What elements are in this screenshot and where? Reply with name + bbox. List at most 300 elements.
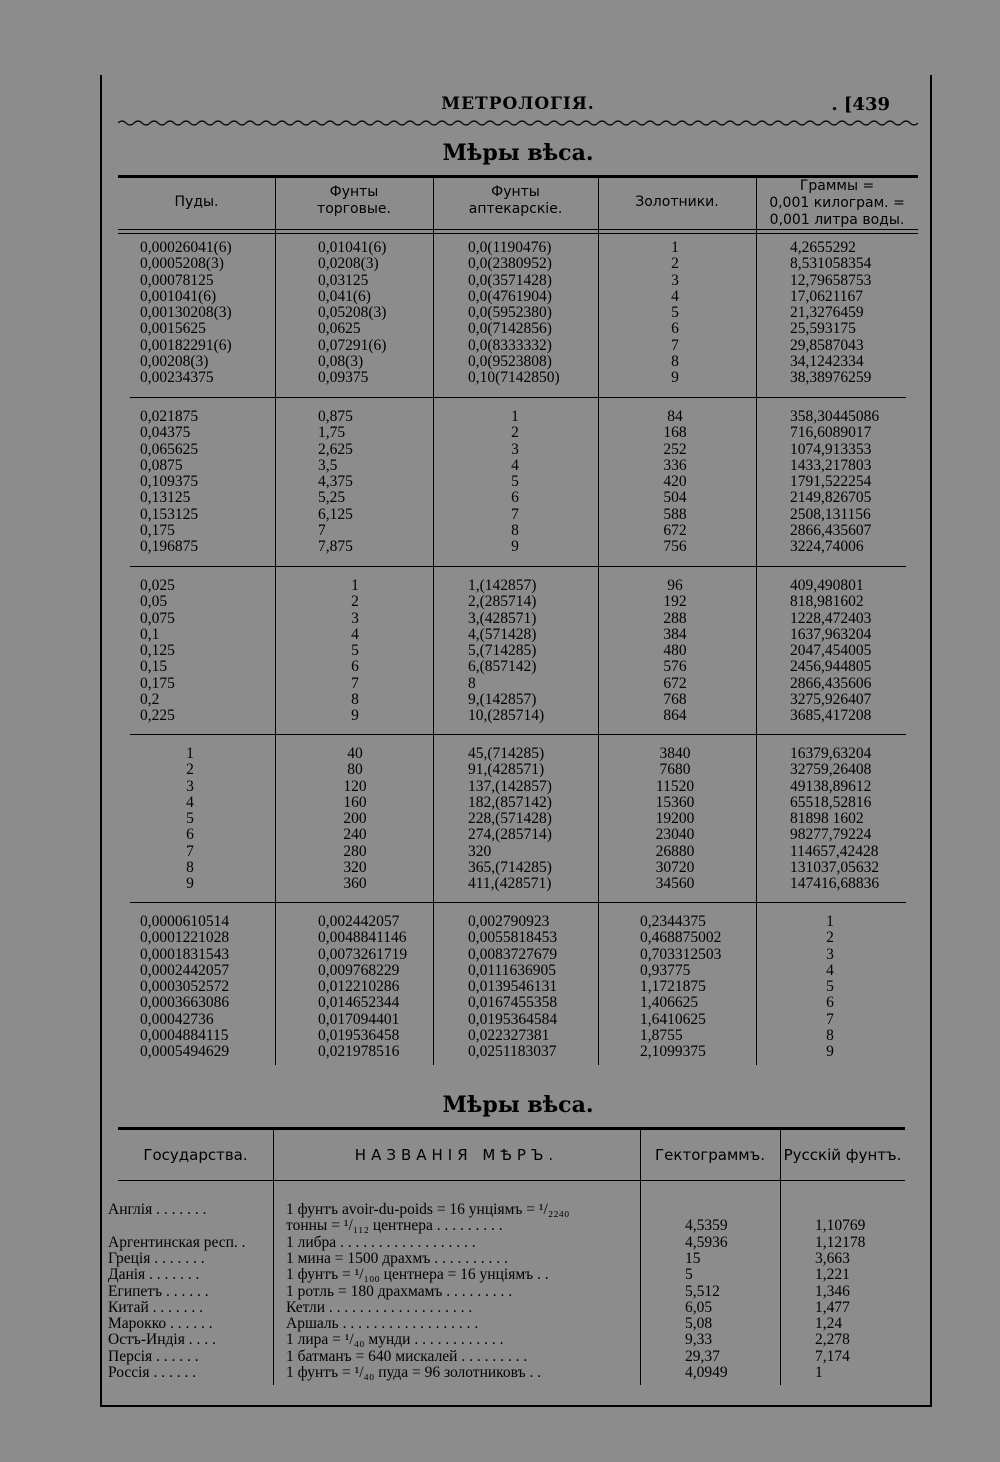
table1-cell: 120 — [343, 777, 367, 795]
table1-block-column — [468, 746, 588, 893]
table1-cell: 0,0004884115 — [140, 1027, 229, 1045]
table1-cell: 2866,435606 — [790, 674, 872, 692]
table1-cell: 3 — [186, 777, 194, 795]
table1-cell: 3 — [671, 271, 679, 289]
table2-russian-pounds: 7,174 — [815, 1347, 850, 1365]
table1-cell: 0,0001221028 — [140, 929, 230, 947]
table2-column-header: Государства. — [143, 1146, 248, 1164]
table1-cell: 3224,74006 — [790, 538, 864, 556]
table1-title: Мѣры вѣса. — [442, 140, 594, 166]
table1-cell: 3 — [826, 945, 834, 963]
table1-cell: 0,07291(6) — [318, 336, 387, 354]
table1-block-column — [140, 578, 270, 725]
table1-cell: 0,175 — [140, 522, 175, 540]
table1-cell: 0,001041(6) — [140, 287, 217, 305]
table2-russian-pounds: 1,24 — [815, 1315, 843, 1333]
table1-block-column — [470, 409, 560, 556]
table1-cell: 7 — [671, 336, 679, 354]
table1-cell: 4 — [351, 625, 359, 643]
table1-cell: 3 — [511, 440, 519, 458]
table1-cell: 756 — [663, 538, 687, 556]
table2-column-header: Гектограммъ. — [655, 1146, 765, 1164]
table2-russian-pounds: 1,477 — [815, 1298, 850, 1316]
table1-cell: 168 — [663, 424, 687, 442]
table1-cell: 8 — [351, 691, 359, 709]
table1-cell: 19200 — [655, 810, 695, 828]
table1-cell: 0,00078125 — [140, 271, 214, 289]
table1-cell: 160 — [343, 793, 367, 811]
table1-cell: 7 — [826, 1010, 834, 1028]
table1-cell: 29,8587043 — [790, 336, 864, 354]
table1-cell: 16379,63204 — [790, 745, 872, 762]
table2-hectograms: 5 — [685, 1266, 693, 1284]
table1-cell: 358,30445086 — [790, 408, 880, 425]
table1-cell: 0,09375 — [318, 369, 369, 387]
table1-cell: 2456,944805 — [790, 658, 872, 676]
table2-header-rule — [118, 1180, 905, 1181]
table1-cell: 280 — [343, 842, 367, 860]
table1-cell: 8 — [186, 859, 194, 877]
table1-block-column — [310, 746, 400, 893]
table2-measure-name: 1 ротль = 180 драхмамъ . . . . . . . . . — [286, 1282, 513, 1300]
table1-column-header: Золотники. — [635, 194, 719, 210]
table1-cell: 0,08(3) — [318, 353, 364, 371]
table1-cell: 8,531058354 — [790, 255, 872, 273]
table2-state: Марокко . . . . . . — [108, 1315, 213, 1333]
table1-cell: 0,021875 — [140, 408, 199, 425]
table1-cell: 5,(714285) — [468, 642, 537, 660]
table1-cell: 4 — [671, 287, 679, 305]
table1-cell: 2,1099375 — [640, 1043, 706, 1061]
table1-cell: 672 — [663, 522, 687, 540]
table1-cell: 3,(428571) — [468, 609, 537, 627]
table1-cell: 84 — [667, 408, 683, 425]
table1-cell: 1 — [351, 577, 359, 594]
running-title: МЕТРОЛОГІЯ. — [441, 94, 595, 114]
table1-cell: 288 — [663, 609, 687, 627]
table1-cell: 7680 — [659, 761, 691, 779]
table2-measure-name: 1 фунтъ = ¹/₄₀ пуда = 96 золотниковъ . . — [286, 1364, 542, 1381]
table1-cell: 0,13125 — [140, 489, 191, 507]
table1-cell: 80 — [347, 761, 363, 779]
table1-cell: 0,0003052572 — [140, 978, 230, 996]
table2-column-header: НАЗВАНІЯ МѢРЪ. — [354, 1146, 559, 1164]
table1-cell: 4,375 — [318, 473, 353, 491]
table1-block-column — [468, 240, 588, 387]
table1-cell: 0,0(1190476) — [468, 239, 552, 256]
table1-cell: 2 — [826, 929, 834, 947]
table2-column-header: Русскій фунтъ. — [783, 1146, 902, 1164]
table1-cell: 6 — [351, 658, 359, 676]
table1-cell: 137,(142857) — [468, 777, 552, 795]
table2-state: Персія . . . . . . — [108, 1347, 199, 1365]
table1-block-column — [310, 578, 400, 725]
table2-measure-name: Аршаль . . . . . . . . . . . . . . . . . . — [286, 1315, 479, 1333]
table1-cell: 200 — [343, 810, 367, 828]
table1-cell: 26880 — [655, 842, 695, 860]
table2-hectograms: 29,37 — [685, 1347, 720, 1365]
page-number: . [439 — [831, 94, 890, 115]
table1-cell: 8 — [468, 674, 476, 692]
table2-measure-name: 1 либра . . . . . . . . . . . . . . . . . . — [286, 1233, 476, 1251]
table1-cell: 0,00130208(3) — [140, 304, 232, 322]
table1-cell: 0,04375 — [140, 424, 191, 442]
table1-cell: 0,0(2380952) — [468, 255, 552, 273]
table1-cell: 0,0625 — [318, 320, 361, 338]
table1-cell: 0,065625 — [140, 440, 199, 458]
table1-cell: 576 — [663, 658, 687, 676]
table1-cell: 0,0002442057 — [140, 961, 230, 979]
table1-cell: 8 — [511, 522, 519, 540]
table2-title: Мѣры вѣса. — [442, 1092, 594, 1118]
table1-cell: 3840 — [659, 745, 691, 762]
table2-measure-name: 1 фунтъ = ¹/₁₀₀ центнера = 16 унціямъ . . — [286, 1266, 549, 1284]
table1-cell: 1,6410625 — [640, 1010, 706, 1028]
table1-cell: 7 — [186, 842, 194, 860]
table2-russian-pounds: 1,346 — [815, 1282, 850, 1300]
table1-cell: 0,017094401 — [318, 1010, 400, 1028]
table1-cell: 320 — [468, 842, 492, 860]
table2-russian-pounds: 1 — [815, 1364, 823, 1381]
table2-measure-name: тонны = ¹/₁₁₂ центнера . . . . . . . . . — [286, 1217, 503, 1235]
table1-cell: 0,0(8333332) — [468, 336, 552, 354]
table1-cell: 2 — [511, 424, 519, 442]
table1-cell: 7 — [511, 505, 519, 523]
table1-column-header: Фунты аптекарскіе. — [468, 184, 563, 217]
table1-cell: 3 — [351, 609, 359, 627]
table2-russian-pounds: 1,12178 — [815, 1233, 866, 1251]
table1-cell: 0,1 — [140, 625, 160, 643]
table1-cell: 0,012210286 — [318, 978, 400, 996]
table1-cell: 9 — [671, 369, 679, 387]
table1-cell: 30720 — [655, 859, 695, 877]
table2-measure-name: 1 лира = ¹/₄₀ мунди . . . . . . . . . . . . — [286, 1331, 504, 1349]
table1-cell: 0,0005208(3) — [140, 255, 224, 273]
table1-cell: 8 — [671, 353, 679, 371]
table2-measure-name: 1 фунтъ avoir-du-poids = 16 унціямъ = ¹/₂₂₄₀ — [286, 1201, 570, 1218]
table1-cell: 5 — [351, 642, 359, 660]
table1-column-header: Граммы = 0,001 килограм. = 0,001 литра воды. — [769, 178, 905, 228]
table1-cell: 6,125 — [318, 505, 353, 523]
table1-cell: 9 — [826, 1043, 834, 1061]
table1-cell: 9 — [351, 707, 359, 725]
table1-cell: 672 — [663, 674, 687, 692]
table1-cell: 17,0621167 — [790, 287, 864, 305]
table1-block-column — [140, 409, 270, 556]
table1-cell: 192 — [663, 593, 687, 611]
table1-cell: 2149,826705 — [790, 489, 872, 507]
table1-cell: 0,0000610514 — [140, 913, 230, 930]
table1-cell: 5 — [511, 473, 519, 491]
table1-cell: 0,0(7142856) — [468, 320, 552, 338]
table1-cell: 0,0139546131 — [468, 978, 558, 996]
table1-block-column — [150, 746, 230, 893]
table1-block-column — [318, 240, 428, 387]
table2-state: Египетъ . . . . . . — [108, 1282, 209, 1300]
table1-cell: 360 — [343, 875, 367, 893]
table1-cell: 40 — [347, 745, 363, 762]
table1-cell: 0,175 — [140, 674, 175, 692]
table2-hectograms: 5,08 — [685, 1315, 713, 1333]
table2-state: Китай . . . . . . . — [108, 1298, 204, 1316]
table1-cell: 0,014652344 — [318, 994, 400, 1012]
table1-cell: 0,009768229 — [318, 961, 400, 979]
table1-cell: 0,041(6) — [318, 287, 371, 305]
table1-cell: 1791,522254 — [790, 473, 872, 491]
table1-cell: 23040 — [655, 826, 695, 844]
table1-cell: 420 — [663, 473, 687, 491]
table1-cell: 716,6089017 — [790, 424, 872, 442]
table1-cell: 32759,26408 — [790, 761, 872, 779]
table1-cell: 147416,68836 — [790, 875, 880, 893]
table1-cell: 0,00042736 — [140, 1010, 214, 1028]
table1-cell: 65518,52816 — [790, 793, 872, 811]
table2-state: Англія . . . . . . . — [108, 1201, 207, 1218]
table1-block-column — [790, 409, 915, 556]
table1-column-divider — [275, 178, 276, 1065]
table1-block-separator — [130, 734, 906, 735]
table1-cell: 480 — [663, 642, 687, 660]
table1-cell: 4 — [826, 961, 834, 979]
table2-hectograms: 4,0949 — [685, 1364, 728, 1381]
table1-cell: 9 — [511, 538, 519, 556]
table1-column-divider — [756, 178, 757, 1065]
table1-cell: 182,(857142) — [468, 793, 552, 811]
table1-cell: 9,(142857) — [468, 691, 537, 709]
table1-block-column — [775, 914, 885, 1061]
table1-cell: 4,2655292 — [790, 239, 856, 256]
table1-block-column — [790, 746, 915, 893]
wavy-rule — [118, 118, 918, 128]
table1-cell: 0,0(5952380) — [468, 304, 552, 322]
table1-cell: 91,(428571) — [468, 761, 545, 779]
table1-cell: 1 — [186, 745, 194, 762]
table2-top-rule — [118, 1127, 905, 1130]
table1-cell: 0,0083727679 — [468, 945, 558, 963]
table1-cell: 131037,05632 — [790, 859, 880, 877]
table1-cell: 336 — [663, 456, 687, 474]
table1-cell: 2866,435607 — [790, 522, 872, 540]
table1-cell: 0,00234375 — [140, 369, 214, 387]
table1-cell: 34,1242334 — [790, 353, 864, 371]
table1-cell: 1 — [671, 239, 679, 256]
table1-cell: 0,00182291(6) — [140, 336, 232, 354]
table1-cell: 0,125 — [140, 642, 175, 660]
table1-cell: 1228,472403 — [790, 609, 872, 627]
table1-cell: 5 — [671, 304, 679, 322]
table2-russian-pounds: 1,10769 — [815, 1217, 866, 1235]
table1-cell: 6,(857142) — [468, 658, 537, 676]
table1-cell: 2 — [351, 593, 359, 611]
table1-cell: 8 — [826, 1027, 834, 1045]
table1-cell: 21,3276459 — [790, 304, 864, 322]
table1-cell: 2047,454005 — [790, 642, 872, 660]
table1-cell: 0,05 — [140, 593, 168, 611]
table2-russian-pounds: 2,278 — [815, 1331, 850, 1349]
table1-cell: 0,196875 — [140, 538, 199, 556]
table1-block-column — [630, 240, 720, 387]
table1-cell: 5 — [826, 978, 834, 996]
table1-cell: 0,0055818453 — [468, 929, 558, 947]
table1-cell: 10,(285714) — [468, 707, 545, 725]
table2-state: Остъ-Индія . . . . — [108, 1331, 216, 1349]
table1-cell: 2 — [186, 761, 194, 779]
table1-cell: 0,0(9523808) — [468, 353, 552, 371]
table1-cell: 2508,131156 — [790, 505, 871, 523]
table1-cell: 114657,42428 — [790, 842, 879, 860]
table2-column-divider — [273, 1130, 274, 1385]
table1-cell: 0,703312503 — [640, 945, 722, 963]
table1-cell: 7 — [318, 522, 326, 540]
table1-block-column — [640, 914, 720, 1061]
table1-cell: 5 — [186, 810, 194, 828]
table1-cell: 98277,79224 — [790, 826, 872, 844]
table1-cell: 6 — [826, 994, 834, 1012]
table2-state: Данія . . . . . . . — [108, 1266, 200, 1284]
table1-cell: 1,406625 — [640, 994, 699, 1012]
table1-block-column — [468, 914, 588, 1061]
table1-cell: 365,(714285) — [468, 859, 552, 877]
table1-cell: 0,002790923 — [468, 913, 550, 930]
table1-cell: 1 — [826, 913, 834, 930]
table1-cell: 12,79658753 — [790, 271, 872, 289]
table1-cell: 252 — [663, 440, 687, 458]
table1-cell: 1433,217803 — [790, 456, 872, 474]
table1-cell: 1,75 — [318, 424, 346, 442]
table1-cell: 0,0167455358 — [468, 994, 558, 1012]
table1-cell: 228,(571428) — [468, 810, 552, 828]
table1-header-rule — [118, 229, 918, 230]
table1-block-separator — [130, 566, 906, 567]
table1-block-column — [468, 578, 588, 725]
table1-cell: 0,0208(3) — [318, 255, 379, 273]
table1-cell: 4 — [186, 793, 194, 811]
table1-block-column — [630, 578, 720, 725]
table1-cell: 0,10(7142850) — [468, 369, 560, 387]
table1-cell: 96 — [667, 577, 683, 594]
table1-cell: 0,93775 — [640, 961, 691, 979]
table1-cell: 45,(714285) — [468, 745, 545, 762]
table2-state: Аргентинская респ. . — [108, 1233, 246, 1251]
table1-block-column — [790, 240, 915, 387]
table2-hectograms: 5,512 — [685, 1282, 720, 1300]
table1-cell: 0,021978516 — [318, 1043, 400, 1061]
table1-cell: 7 — [351, 674, 359, 692]
table1-cell: 5,25 — [318, 489, 346, 507]
table1-cell: 0,01041(6) — [318, 239, 387, 256]
table1-cell: 0,153125 — [140, 505, 199, 523]
table1-cell: 0,0001831543 — [140, 945, 230, 963]
table1-cell: 0,0111636905 — [468, 961, 556, 979]
table1-cell: 1,1721875 — [640, 978, 706, 996]
table1-block-column — [790, 578, 915, 725]
table1-cell: 864 — [663, 707, 687, 725]
table1-cell: 0,0(4761904) — [468, 287, 552, 305]
table1-cell: 240 — [343, 826, 367, 844]
table1-cell: 0,0048841146 — [318, 929, 407, 947]
table2-column-divider — [640, 1130, 641, 1385]
table1-cell: 1,(142857) — [468, 577, 537, 594]
table2-measure-name: 1 батманъ = 640 мискалей . . . . . . . . . — [286, 1347, 528, 1365]
table1-cell: 768 — [663, 691, 687, 709]
table1-cell: 411,(428571) — [468, 875, 552, 893]
table1-cell: 3275,926407 — [790, 691, 872, 709]
table1-cell: 0,075 — [140, 609, 175, 627]
table1-cell: 274,(285714) — [468, 826, 552, 844]
table1-cell: 1074,913353 — [790, 440, 872, 458]
table1-cell: 6 — [511, 489, 519, 507]
table1-cell: 1637,963204 — [790, 625, 872, 643]
table2-hectograms: 6,05 — [685, 1298, 713, 1316]
table2-hectograms: 9,33 — [685, 1331, 713, 1349]
table1-cell: 588 — [663, 505, 687, 523]
table1-cell: 0,2 — [140, 691, 160, 709]
table1-cell: 0,225 — [140, 707, 175, 725]
table1-cell: 0,0073261719 — [318, 945, 408, 963]
table2-measure-name: Кетли . . . . . . . . . . . . . . . . . . . — [286, 1298, 473, 1316]
table1-cell: 38,38976259 — [790, 369, 872, 387]
table1-cell: 0,03125 — [318, 271, 369, 289]
table1-cell: 49138,89612 — [790, 777, 872, 795]
table1-block-column — [630, 746, 720, 893]
table1-cell: 0,025 — [140, 577, 175, 594]
table1-cell: 0,0195364584 — [468, 1010, 558, 1028]
table1-cell: 15360 — [655, 793, 695, 811]
table1-cell: 3685,417208 — [790, 707, 872, 725]
table1-cell: 6 — [186, 826, 194, 844]
table1-block-column — [318, 409, 428, 556]
table1-cell: 0,875 — [318, 408, 353, 425]
running-header — [118, 90, 918, 130]
table1-cell: 0,0(3571428) — [468, 271, 552, 289]
table1-cell: 2,(285714) — [468, 593, 537, 611]
table2-state: Греція . . . . . . . — [108, 1249, 205, 1267]
table1-cell: 2,625 — [318, 440, 353, 458]
table1-cell: 0,00208(3) — [140, 353, 209, 371]
table1-cell: 384 — [663, 625, 687, 643]
table1-cell: 0,109375 — [140, 473, 199, 491]
table1-cell: 0,2344375 — [640, 913, 706, 930]
table1-cell: 409,490801 — [790, 577, 864, 594]
table1-column-header: Фунты торговые. — [317, 184, 391, 217]
table1-cell: 6 — [671, 320, 679, 338]
table1-block-separator — [130, 902, 906, 903]
table1-cell: 11520 — [655, 777, 695, 795]
table1-cell: 2 — [671, 255, 679, 273]
table1-block-separator — [130, 397, 906, 398]
table2-column-divider — [780, 1130, 781, 1385]
table2-hectograms: 4,5936 — [685, 1233, 728, 1251]
table1-cell: 9 — [186, 875, 194, 893]
table1-cell: 0,022327381 — [468, 1027, 550, 1045]
table1-cell: 0,0003663086 — [140, 994, 230, 1012]
table1-cell: 0,019536458 — [318, 1027, 400, 1045]
table1-cell: 0,0015625 — [140, 320, 206, 338]
table1-cell: 0,468875002 — [640, 929, 722, 947]
table1-column-header: Пуды. — [174, 194, 219, 210]
table1-block-column — [140, 914, 270, 1061]
table1-cell: 0,00026041(6) — [140, 239, 232, 256]
table1-cell: 4,(571428) — [468, 625, 537, 643]
table2-measure-name: 1 мина = 1500 драхмъ . . . . . . . . . . — [286, 1249, 508, 1267]
table2-hectograms: 4,5359 — [685, 1217, 728, 1235]
table1-cell: 0,0251183037 — [468, 1043, 557, 1061]
table1-column-divider — [598, 178, 599, 1065]
table1-cell: 0,0005494629 — [140, 1043, 230, 1061]
table1-cell: 34560 — [655, 875, 695, 893]
table1-block-column — [318, 914, 428, 1061]
table2-russian-pounds: 3,663 — [815, 1249, 850, 1267]
